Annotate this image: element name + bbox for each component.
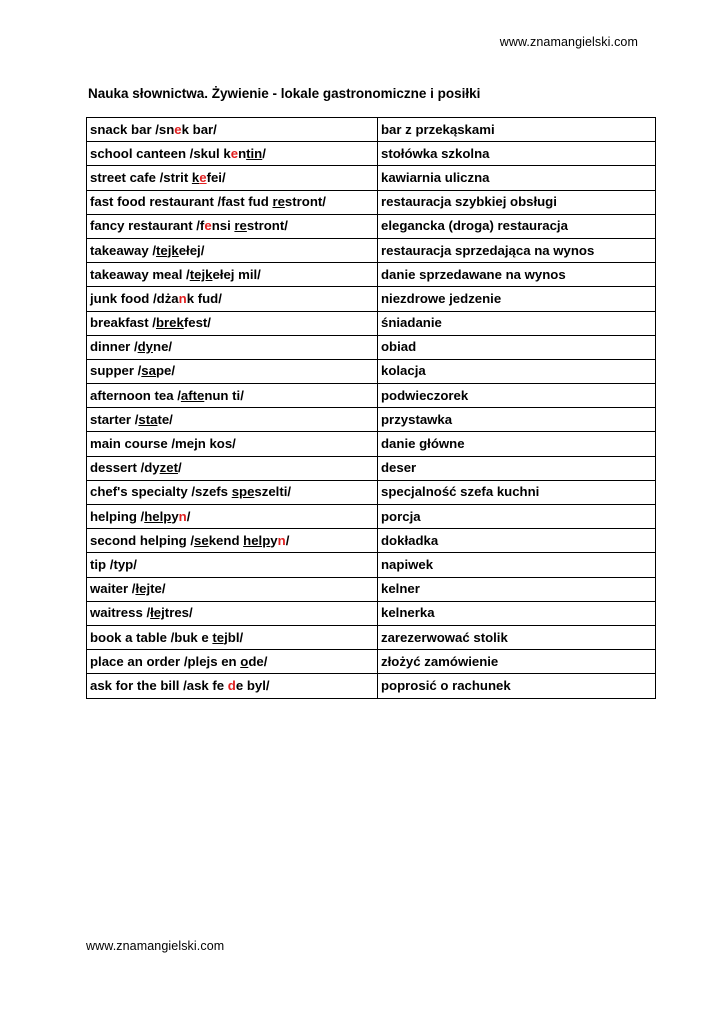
term-segment: fest/ <box>183 315 211 331</box>
term-segment: / <box>285 532 290 548</box>
english-term <box>87 142 378 166</box>
vocab-row <box>87 480 656 504</box>
term-segment: starter / <box>90 411 139 427</box>
term-segment: o <box>240 653 249 669</box>
vocab-row <box>87 263 656 287</box>
term-segment: nun ti/ <box>204 387 244 403</box>
term-segment: sa <box>141 363 156 379</box>
english-term <box>87 674 378 698</box>
term-segment: / <box>262 145 266 161</box>
term-segment: re <box>272 194 285 210</box>
term-segment: waitress / <box>90 605 151 621</box>
term-segment: tejk <box>155 242 179 258</box>
term-segment: snack bar /sn <box>90 121 175 137</box>
english-term <box>87 118 378 142</box>
vocab-row <box>87 311 656 335</box>
english-term <box>87 625 378 649</box>
term-segment: k <box>191 169 200 185</box>
polish-translation: kawiarnia uliczna <box>378 166 656 190</box>
term-segment: te/ <box>157 411 173 427</box>
term-segment: nsi <box>211 218 235 234</box>
term-segment: tejk <box>189 266 213 282</box>
vocab-row <box>87 601 656 625</box>
vocab-row <box>87 214 656 238</box>
term-segment: k bar/ <box>181 121 217 137</box>
polish-translation: dokładka <box>378 529 656 553</box>
vocab-row <box>87 553 656 577</box>
term-segment: k fud/ <box>186 290 222 306</box>
polish-translation: deser <box>378 456 656 480</box>
term-segment: tej <box>212 629 228 645</box>
polish-translation: danie sprzedawane na wynos <box>378 263 656 287</box>
vocab-row <box>87 142 656 166</box>
term-segment: place an order /plejs en <box>90 653 241 669</box>
polish-translation: danie główne <box>378 432 656 456</box>
vocab-row <box>87 674 656 698</box>
term-segment: n <box>178 508 187 524</box>
polish-translation: zarezerwować stolik <box>378 625 656 649</box>
vocab-row <box>87 238 656 262</box>
polish-translation: bar z przekąskami <box>378 118 656 142</box>
term-segment: szelti/ <box>254 484 292 500</box>
polish-translation: śniadanie <box>378 311 656 335</box>
polish-translation: obiad <box>378 335 656 359</box>
polish-translation: specjalność szefa kuchni <box>378 480 656 504</box>
english-term <box>87 287 378 311</box>
term-segment: y <box>270 532 278 548</box>
polish-translation: niezdrowe jedzenie <box>378 287 656 311</box>
term-segment: school canteen /skul k <box>90 145 231 161</box>
term-segment: łej <box>135 581 151 597</box>
english-term <box>87 480 378 504</box>
term-segment: ask for the bill /ask fe <box>90 677 228 693</box>
english-term <box>87 214 378 238</box>
vocab-row <box>87 190 656 214</box>
term-segment: ełej mil/ <box>212 266 261 282</box>
term-segment: ełej/ <box>178 242 205 258</box>
term-segment: zet <box>159 460 178 476</box>
term-segment: street cafe /strit <box>90 169 192 185</box>
term-segment: tip /typ/ <box>90 556 137 572</box>
english-term <box>87 311 378 335</box>
term-segment: łej <box>150 605 165 621</box>
term-segment: dinner / <box>90 339 138 355</box>
english-term <box>87 263 378 287</box>
term-segment: spe <box>231 484 255 500</box>
polish-translation: poprosić o rachunek <box>378 674 656 698</box>
term-segment: main course /mejn kos/ <box>90 436 236 452</box>
vocab-row <box>87 529 656 553</box>
vocab-row <box>87 432 656 456</box>
term-segment: bl/ <box>227 629 244 645</box>
term-segment: sta <box>138 411 158 427</box>
vocabulary-table-body <box>87 118 656 699</box>
term-segment: supper / <box>90 363 142 379</box>
english-term <box>87 553 378 577</box>
term-segment: n <box>178 290 187 306</box>
term-segment: takeaway meal / <box>90 266 190 282</box>
term-segment: d <box>227 677 236 693</box>
term-segment: help <box>144 508 172 524</box>
term-segment: takeaway / <box>90 242 156 258</box>
vocab-row <box>87 384 656 408</box>
english-term <box>87 456 378 480</box>
english-term <box>87 601 378 625</box>
term-segment: ne/ <box>153 339 173 355</box>
term-segment: brek <box>155 315 184 331</box>
english-term <box>87 432 378 456</box>
english-term <box>87 650 378 674</box>
english-term <box>87 359 378 383</box>
term-segment: kend <box>208 532 244 548</box>
term-segment: tin <box>246 145 263 161</box>
term-segment: de/ <box>248 653 268 669</box>
polish-translation: restauracja szybkiej obsługi <box>378 190 656 214</box>
term-segment: junk food /dża <box>90 290 179 306</box>
footer-url[interactable]: www.znamangielski.com <box>86 939 225 953</box>
polish-translation: napiwek <box>378 553 656 577</box>
english-term <box>87 577 378 601</box>
polish-translation: przystawka <box>378 408 656 432</box>
term-segment: fei/ <box>206 169 226 185</box>
term-segment: te/ <box>150 581 166 597</box>
polish-translation: podwieczorek <box>378 384 656 408</box>
term-segment: chef's specialty /szefs <box>90 484 232 500</box>
term-segment: fancy restaurant /f <box>90 218 205 234</box>
term-segment: / <box>186 508 191 524</box>
vocab-row <box>87 287 656 311</box>
english-term <box>87 238 378 262</box>
term-segment: afte <box>180 387 205 403</box>
english-term <box>87 505 378 529</box>
vocab-row <box>87 408 656 432</box>
term-segment: dessert /dy <box>90 460 160 476</box>
term-segment: se <box>194 532 209 548</box>
english-term <box>87 529 378 553</box>
english-term <box>87 190 378 214</box>
polish-translation: porcja <box>378 505 656 529</box>
polish-translation: stołówka szkolna <box>378 142 656 166</box>
polish-translation: elegancka (droga) restauracja <box>378 214 656 238</box>
term-segment: book a table /buk e <box>90 629 213 645</box>
vocab-row <box>87 505 656 529</box>
english-term <box>87 384 378 408</box>
term-segment: help <box>243 532 271 548</box>
term-segment: pe/ <box>155 363 176 379</box>
term-segment: waiter / <box>90 581 136 597</box>
vocab-row <box>87 359 656 383</box>
polish-translation: kolacja <box>378 359 656 383</box>
term-segment: e <box>230 145 239 161</box>
polish-translation: złożyć zamówienie <box>378 650 656 674</box>
term-segment: second helping / <box>90 532 195 548</box>
english-term <box>87 335 378 359</box>
vocabulary-table <box>86 117 656 699</box>
vocab-row <box>87 335 656 359</box>
term-segment: e <box>174 121 182 137</box>
vocab-row <box>87 456 656 480</box>
term-segment: e <box>204 218 212 234</box>
term-segment: n <box>238 145 247 161</box>
term-segment: tres/ <box>164 605 193 621</box>
term-segment: e <box>199 169 207 185</box>
term-segment: fast food restaurant /fast fud <box>90 194 273 210</box>
term-segment: e byl/ <box>235 677 270 693</box>
vocab-row <box>87 118 656 142</box>
term-segment: stront/ <box>284 194 326 210</box>
term-segment: afternoon tea / <box>90 387 181 403</box>
vocab-row <box>87 650 656 674</box>
polish-translation: kelnerka <box>378 601 656 625</box>
term-segment: breakfast / <box>90 315 156 331</box>
term-segment: helping / <box>90 508 145 524</box>
polish-translation: kelner <box>378 577 656 601</box>
vocab-row <box>87 625 656 649</box>
header-url[interactable]: www.znamangielski.com <box>499 35 638 49</box>
vocab-row <box>87 577 656 601</box>
vocab-row <box>87 166 656 190</box>
polish-translation: restauracja sprzedająca na wynos <box>378 238 656 262</box>
english-term <box>87 166 378 190</box>
term-segment: / <box>177 460 182 476</box>
english-term <box>87 408 378 432</box>
term-segment: n <box>277 532 286 548</box>
term-segment: stront/ <box>246 218 288 234</box>
page-title: Nauka słownictwa. Żywienie - lokale gastronomiczne i posiłki <box>88 86 481 101</box>
term-segment: re <box>234 218 247 234</box>
term-segment: dy <box>137 339 154 355</box>
term-segment: y <box>171 508 179 524</box>
